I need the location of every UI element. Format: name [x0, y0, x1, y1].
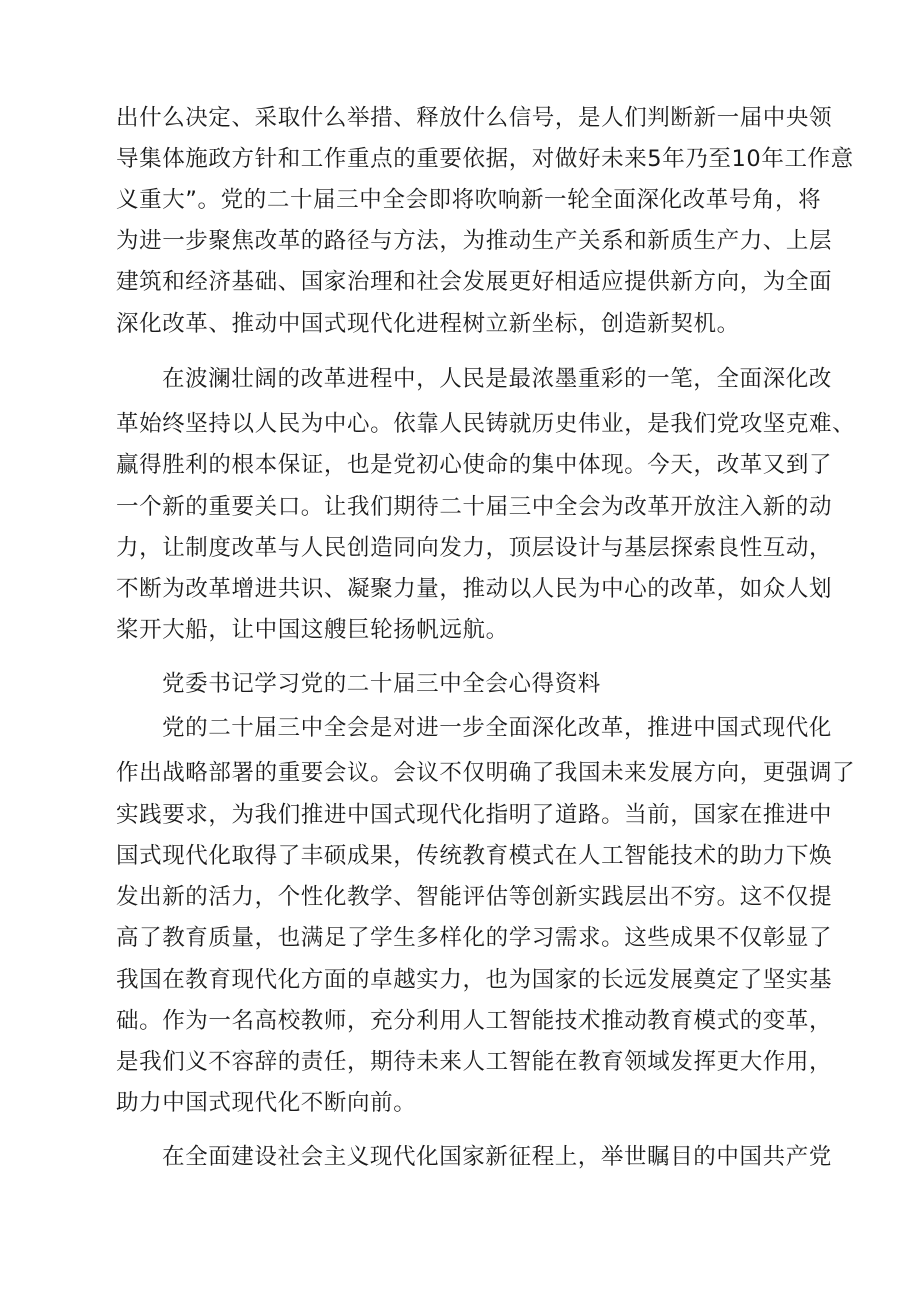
text-line: 作出战略部署的重要会议。会议不仅明确了我国未来发展方向，更强调了: [116, 760, 856, 786]
text-line: 础。作为一名高校教师，充分利用人工智能技术推动教育模式的变革，: [116, 1008, 833, 1034]
text-line: 我国在教育现代化方面的卓越实力，也为国家的长远发展奠定了坚实基: [116, 967, 833, 993]
text-line: 国式现代化取得了丰硕成果，传统教育模式在人工智能技术的助力下焕: [116, 843, 833, 869]
text-line: 桨开大船，让中国这艘巨轮扬帆远航。: [116, 617, 509, 643]
text-line: 一个新的重要关口。让我们期待二十届三中全会为改革开放注入新的动: [116, 494, 833, 520]
text-line: 是我们义不容辞的责任，期待未来人工智能在教育领域发挥更大作用，: [116, 1049, 833, 1075]
text-line: 发出新的活力，个性化教学、智能评估等创新实践层出不穷。这不仅提: [116, 884, 833, 910]
section-heading: 党委书记学习党的二十届三中全会心得资料: [162, 671, 601, 697]
text-line: 革始终坚持以人民为中心。依靠人民铸就历史伟业，是我们党攻坚克难、: [116, 411, 856, 437]
text-line: 高了教育质量，也满足了学生多样化的学习需求。这些成果不仅彰显了: [116, 925, 833, 951]
paragraph-start-line: 在波澜壮阔的改革进程中，人民是最浓墨重彩的一笔，全面深化改: [162, 366, 832, 392]
text-line: 义重大”。党的二十届三中全会即将吹响新一轮全面深化改革号角，将: [116, 187, 822, 213]
text-line: 力，让制度改革与人民创造同向发力，顶层设计与基层探索良性互动，: [116, 535, 833, 561]
paragraph-start-line: 党的二十届三中全会是对进一步全面深化改革，推进中国式现代化: [162, 715, 832, 741]
paragraph-start-line: 在全面建设社会主义现代化国家新征程上，举世瞩目的中国共产党: [162, 1144, 832, 1170]
text-line: 实践要求，为我们推进中国式现代化指明了道路。当前，国家在推进中: [116, 802, 833, 828]
text-line: 赢得胜利的根本保证，也是党初心使命的集中体现。今天，改革又到了: [116, 452, 833, 478]
text-line: 为进一步聚焦改革的路径与方法，为推动生产关系和新质生产力、上层: [116, 228, 833, 254]
text-line: 助力中国式现代化不断向前。: [116, 1090, 417, 1116]
text-line: 不断为改革增进共识、凝聚力量，推动以人民为中心的改革，如众人划: [116, 576, 833, 602]
text-line: 深化改革、推动中国式现代化进程树立新坐标，创造新契机。: [116, 311, 740, 337]
text-line: 导集体施政方针和工作重点的重要依据，对做好未来5年乃至10年工作意: [116, 146, 854, 172]
text-line: 出什么决定、采取什么举措、释放什么信号，是人们判断新一届中央领: [116, 105, 833, 131]
text-line: 建筑和经济基础、国家治理和社会发展更好相适应提供新方向，为全面: [116, 269, 833, 295]
